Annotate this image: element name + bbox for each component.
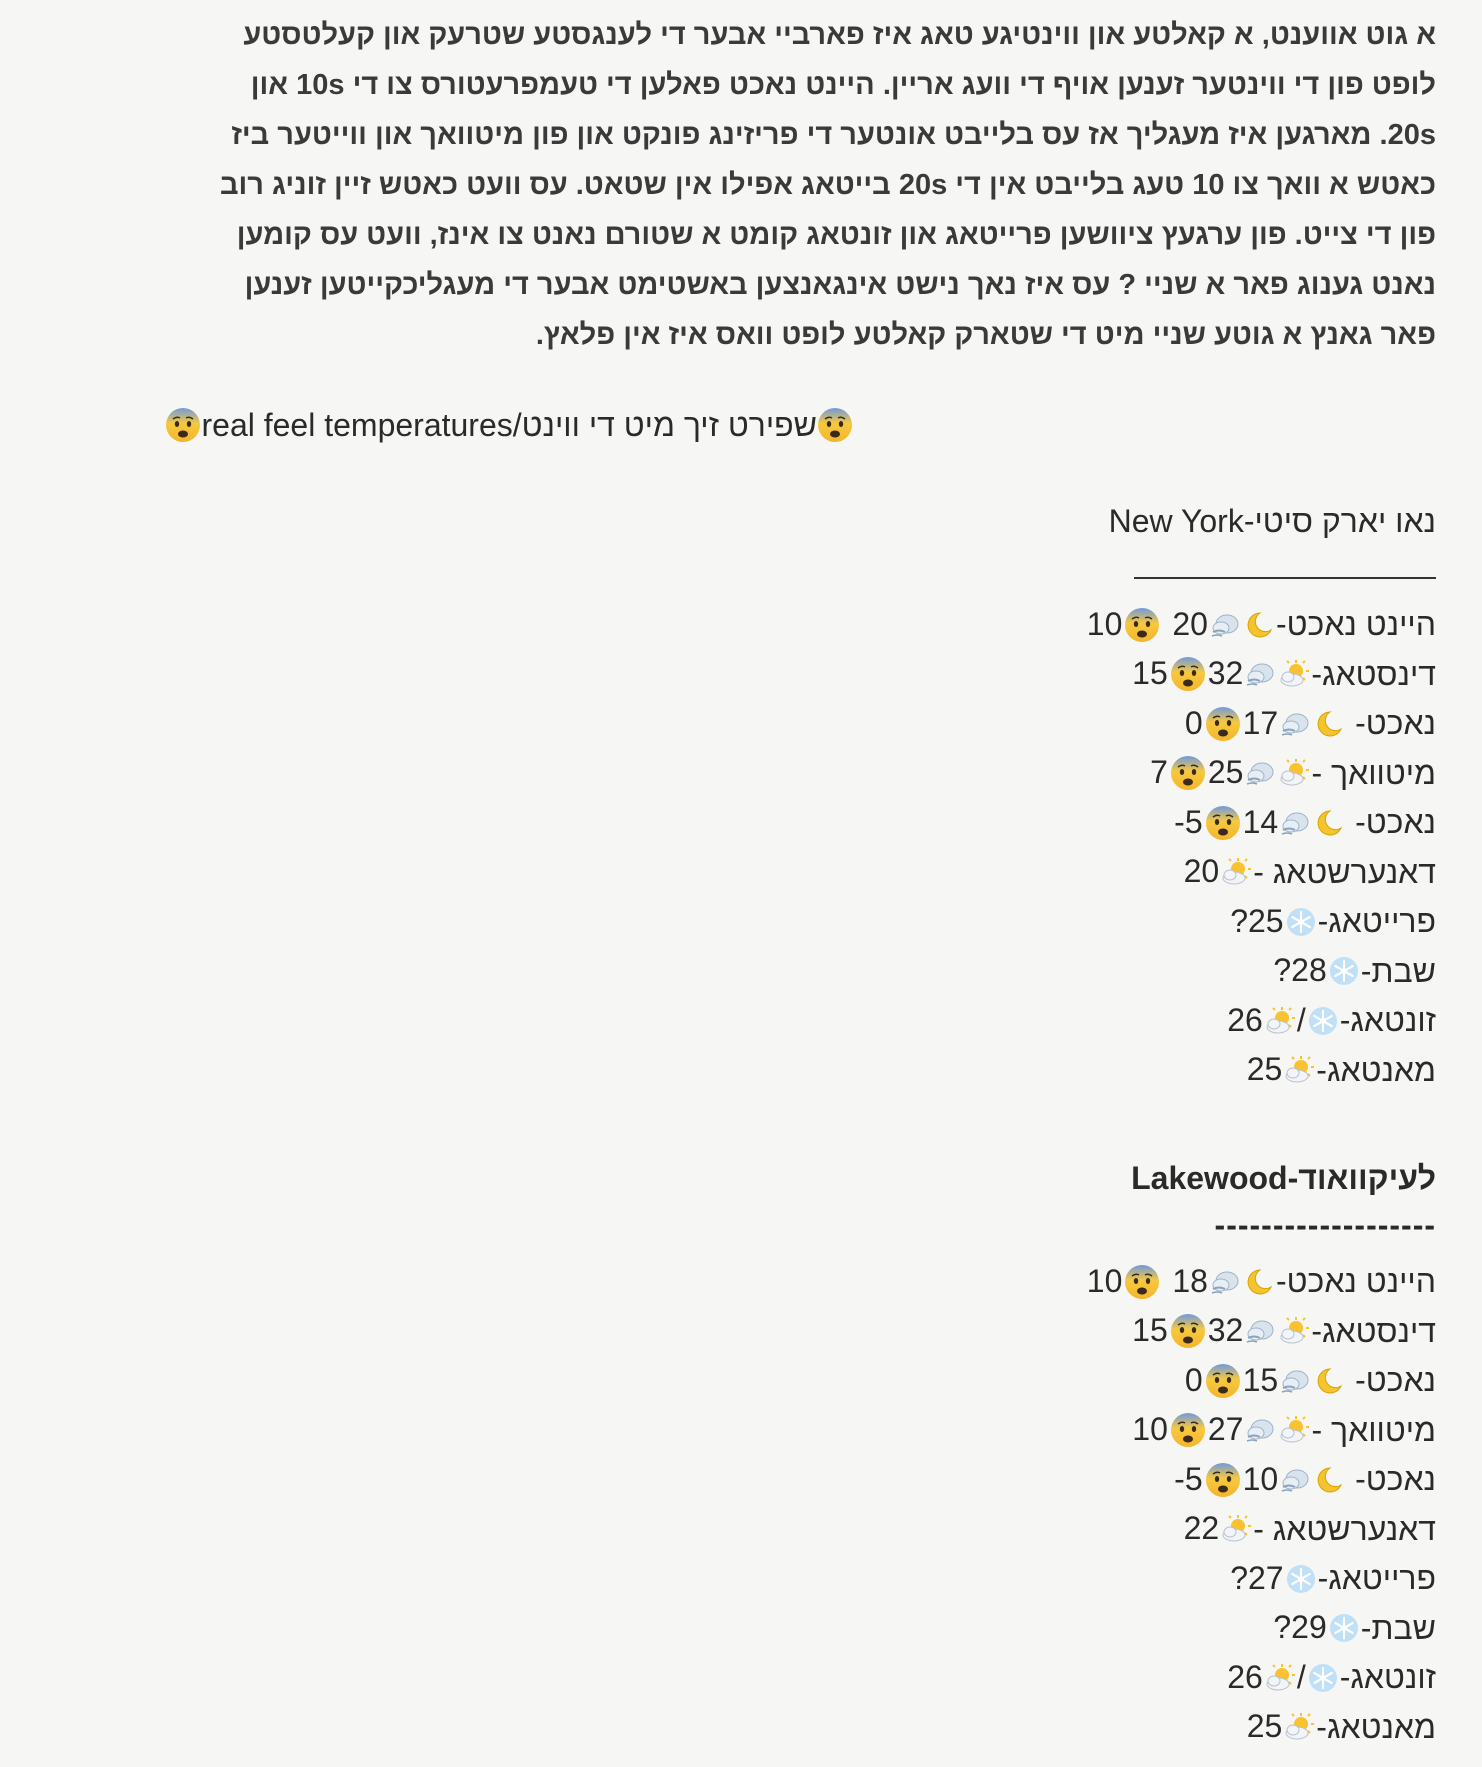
- crescent-moon-icon: [1314, 1366, 1344, 1396]
- real-feel-temperature: 10: [1086, 1262, 1123, 1299]
- sun-behind-cloud-icon: [1221, 1514, 1251, 1544]
- wind-icon: [1245, 1316, 1275, 1346]
- sun-behind-cloud-icon: [1279, 659, 1309, 689]
- day-label: נאכט-: [1355, 704, 1436, 741]
- temperature: ?28: [1273, 952, 1327, 989]
- day-label: זונטאג-: [1339, 1658, 1436, 1695]
- real-feel-temperature: 10: [1086, 605, 1123, 642]
- forecast-row: [100, 994, 1436, 1044]
- crescent-moon-icon: [1314, 808, 1344, 838]
- forecast-section: [100, 496, 1436, 1093]
- real-feel-temperature: 7: [1150, 754, 1168, 791]
- temperature: 15: [1242, 1361, 1279, 1398]
- city-heading: לעיקוואוד-Lakewood: [1131, 1160, 1436, 1196]
- temperature: 18: [1172, 1262, 1208, 1299]
- fearful-face-icon: [1170, 1313, 1206, 1349]
- day-label: מאנטאג-: [1316, 1708, 1436, 1745]
- paragraph-line: פון די צייט. פון ערגעץ ציוושען פרייטאג און זונטאג קומט א שטורם נאנט צו אינז, וועט עס קומען: [236, 219, 1436, 251]
- forecast-section: [100, 1153, 1436, 1750]
- day-label: דינסטאג-: [1311, 1312, 1436, 1349]
- forecast-row: [100, 1701, 1436, 1751]
- real-feel-temperature: -5: [1174, 1460, 1203, 1497]
- divider: [100, 548, 1436, 588]
- forecast-row: [100, 1305, 1436, 1355]
- fearful-face-icon: [1170, 755, 1206, 791]
- paragraph-line: 20s. מארגען איז מעגליך אז עס בלייבט אונטער די פריזינג פונקט און פון מיטוואך און ווייטער ביז: [231, 119, 1436, 151]
- forecast-intro-paragraph: [100, 10, 1436, 360]
- wind-icon: [1210, 610, 1240, 640]
- fearful-face-icon: [1124, 1264, 1160, 1300]
- wind-icon: [1210, 1267, 1240, 1297]
- day-label: שבת-: [1360, 1609, 1436, 1646]
- crescent-moon-icon: [1244, 1267, 1274, 1297]
- temperature: 26: [1227, 1658, 1263, 1695]
- forecast-row: [100, 846, 1436, 896]
- divider: -------------------: [1214, 1207, 1436, 1243]
- snowflake-icon: [1286, 907, 1316, 937]
- day-label: דאנערשטאג -: [1253, 853, 1436, 890]
- day-label: פרייטאג-: [1317, 902, 1436, 939]
- forecast-row: [100, 648, 1436, 698]
- forecast-row: [100, 697, 1436, 747]
- temperature: 20: [1172, 605, 1208, 642]
- day-label: מיטוואך -: [1311, 1411, 1436, 1448]
- paragraph-line: נאנט גענוג פאר א שניי ? עס איז נאך נישט אינגאנצען באשטימט אבער די מעגליכקייטען זענען: [244, 269, 1436, 301]
- forecast-row: [100, 1503, 1436, 1553]
- day-label: היינט נאכט-: [1275, 605, 1436, 642]
- crescent-moon-icon: [1314, 709, 1344, 739]
- paragraph-line: א גוט אווענט, א קאלטע און ווינטיגע טאג איז פארביי אבער די לענגסטע שטרעק און קעלטסטע: [243, 19, 1436, 51]
- temperature: 10: [1242, 1460, 1279, 1497]
- temperature: 20: [1183, 853, 1220, 890]
- temperature: 25: [1246, 1708, 1283, 1745]
- paragraph-line: כאטש א וואך צו 10 טעג בלייבט אין די 20s בייטאג אפילו אין שטאט. עס וועט כאטש זיין זוניג רוב: [219, 169, 1436, 201]
- temperature: 25: [1207, 754, 1244, 791]
- day-label: מיטוואך -: [1311, 754, 1436, 791]
- forecast-row: [100, 1404, 1436, 1454]
- sun-behind-cloud-icon: [1279, 758, 1309, 788]
- temperature: ?25: [1230, 902, 1284, 939]
- temperature: ?27: [1230, 1559, 1284, 1596]
- sun-behind-cloud-icon: [1265, 1006, 1295, 1036]
- day-label: נאכט-: [1355, 1460, 1436, 1497]
- temperature: 14: [1242, 803, 1279, 840]
- slash-separator: /: [1296, 1001, 1306, 1038]
- sun-behind-cloud-icon: [1284, 1055, 1314, 1085]
- forecast-row: [100, 747, 1436, 797]
- day-label: דינסטאג-: [1311, 655, 1436, 692]
- paragraph-line: פאר גאנץ א גוטע שניי מיט די שטארק קאלטע לופט וואס איז אין פלאץ.: [535, 319, 1436, 351]
- slash-separator: /: [1296, 1658, 1306, 1695]
- temperature: ?29: [1273, 1609, 1327, 1646]
- fearful-face-icon: [1124, 607, 1160, 643]
- snowflake-icon: [1308, 1663, 1338, 1693]
- sun-behind-cloud-icon: [1279, 1316, 1309, 1346]
- wind-icon: [1245, 659, 1275, 689]
- temperature: 32: [1207, 1312, 1244, 1349]
- real-feel-temperature: 0: [1184, 1361, 1203, 1398]
- snowflake-icon: [1308, 1006, 1338, 1036]
- forecast-row: [100, 1255, 1436, 1305]
- snowflake-icon: [1329, 1613, 1359, 1643]
- forecast-row: [100, 598, 1436, 648]
- snowflake-icon: [1329, 956, 1359, 986]
- fearful-face-icon: [1205, 1363, 1241, 1399]
- forecast-row: [100, 895, 1436, 945]
- forecast-row: [100, 1552, 1436, 1602]
- fearful-face-icon: [1170, 1412, 1206, 1448]
- real-feel-note: [100, 400, 853, 450]
- day-label: נאכט-: [1355, 1361, 1436, 1398]
- fearful-face-icon: [817, 407, 853, 443]
- paragraph-line: לופט פון די ווינטער זענען אויף די וועג אריין. היינט נאכט פאלען די טעמפרעטורס צו די 10s און: [250, 69, 1436, 101]
- temperature: 27: [1207, 1411, 1244, 1448]
- sun-behind-cloud-icon: [1284, 1712, 1314, 1742]
- forecast-row: [100, 1354, 1436, 1404]
- real-feel-temperature: 10: [1132, 1411, 1168, 1448]
- forecast-row: [100, 945, 1436, 995]
- real-feel-temperature: 15: [1132, 655, 1168, 692]
- temperature: 32: [1207, 655, 1244, 692]
- day-label: היינט נאכט-: [1275, 1262, 1436, 1299]
- fearful-face-icon: [1205, 805, 1241, 841]
- fearful-face-icon: [1205, 706, 1241, 742]
- crescent-moon-icon: [1244, 610, 1274, 640]
- forecast-row: [100, 1044, 1436, 1094]
- city-heading: נאו יארק סיטי-New York: [1108, 503, 1436, 539]
- forecast-row: [100, 796, 1436, 846]
- real-feel-temperature: 0: [1184, 704, 1203, 741]
- wind-icon: [1280, 1366, 1310, 1396]
- forecast-row: [100, 1651, 1436, 1701]
- day-label: פרייטאג-: [1317, 1559, 1436, 1596]
- day-label: זונטאג-: [1339, 1001, 1436, 1038]
- day-label: שבת-: [1360, 952, 1436, 989]
- day-label: דאנערשטאג -: [1253, 1510, 1436, 1547]
- forecast-row: [100, 1602, 1436, 1652]
- forecast-sections: [100, 496, 1436, 1750]
- fearful-face-icon: [1170, 656, 1206, 692]
- temperature: 17: [1242, 704, 1279, 741]
- sun-behind-cloud-icon: [1265, 1663, 1295, 1693]
- fearful-face-icon: [165, 407, 201, 443]
- snowflake-icon: [1286, 1564, 1316, 1594]
- day-label: מאנטאג-: [1316, 1051, 1436, 1088]
- sun-behind-cloud-icon: [1279, 1415, 1309, 1445]
- sun-behind-cloud-icon: [1221, 857, 1251, 887]
- temperature: 25: [1246, 1051, 1283, 1088]
- temperature: 22: [1183, 1510, 1220, 1547]
- real-feel-temperature: 15: [1132, 1312, 1168, 1349]
- wind-icon: [1280, 709, 1310, 739]
- real-feel-note-text: שפירט זיך מיט די ווינט/real feel temperatures: [201, 407, 817, 443]
- real-feel-temperature: -5: [1174, 803, 1203, 840]
- fearful-face-icon: [1205, 1462, 1241, 1498]
- wind-icon: [1280, 808, 1310, 838]
- forecast-row: [100, 1453, 1436, 1503]
- wind-icon: [1245, 1415, 1275, 1445]
- day-label: נאכט-: [1355, 803, 1436, 840]
- wind-icon: [1245, 758, 1275, 788]
- wind-icon: [1280, 1465, 1310, 1495]
- crescent-moon-icon: [1314, 1465, 1344, 1495]
- temperature: 26: [1227, 1001, 1263, 1038]
